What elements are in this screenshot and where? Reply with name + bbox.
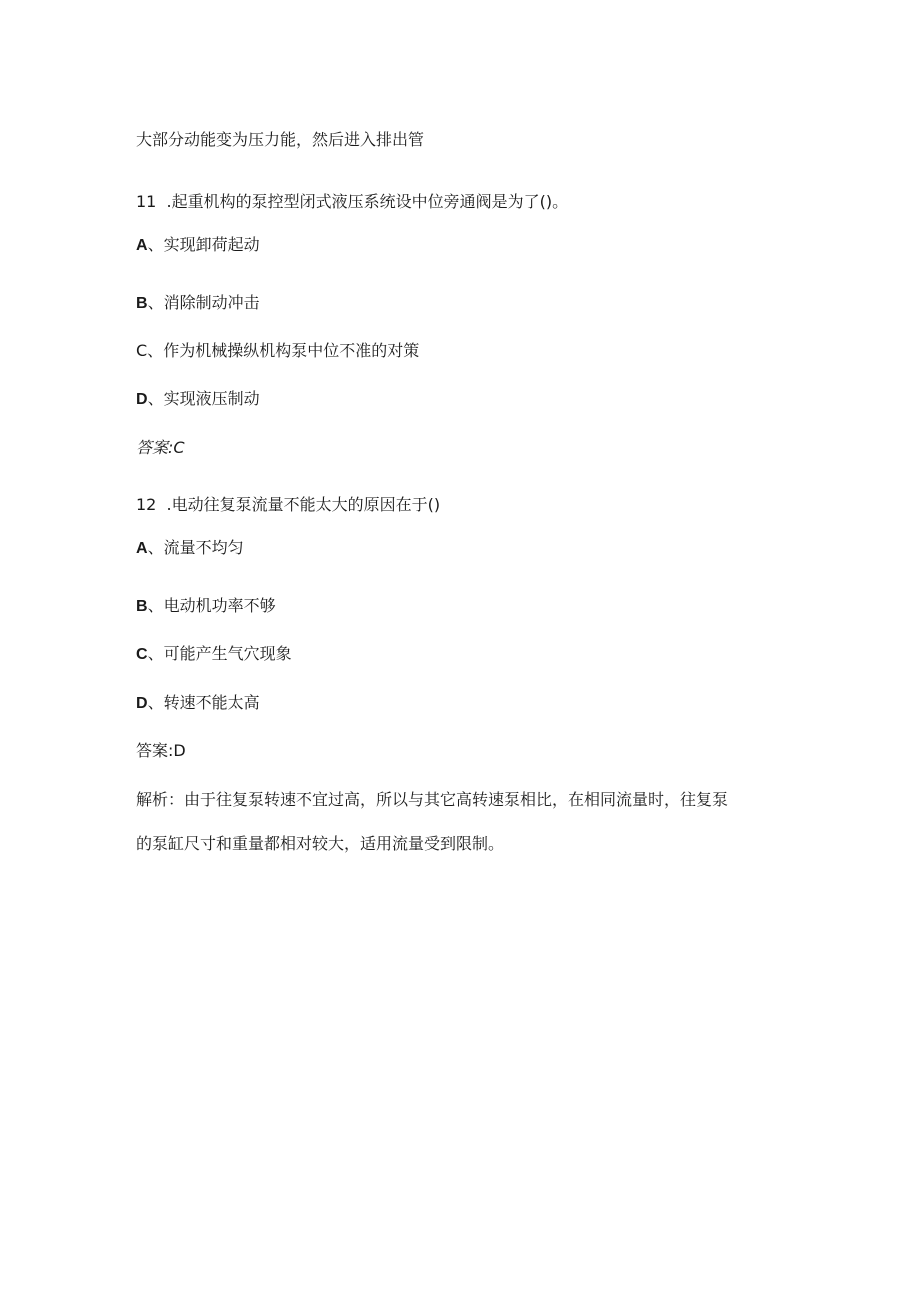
question-11-answer: 答案:C [136,438,185,457]
option-letter: B [136,295,148,312]
question-11-option-b [136,293,260,314]
option-separator: 、 [147,596,164,615]
option-text: 电动机功率不够 [163,596,276,615]
option-letter: B [136,598,148,615]
option-separator: 、 [147,341,164,360]
option-separator: 、 [147,389,164,408]
question-11-option-d [136,389,260,410]
option-text: 转速不能太高 [163,693,260,712]
option-letter: D [136,391,148,408]
question-number: 11 [136,192,157,211]
question-text: .电动往复泵流量不能太大的原因在于() [166,495,441,514]
question-11-option-a [136,235,260,256]
question-12-answer: 答案:D [136,741,186,760]
option-text: 流量不均匀 [163,538,244,557]
option-separator: 、 [147,644,164,663]
question-12-option-b [136,596,276,617]
option-text: 消除制动冲击 [163,293,260,312]
question-12-option-d [136,693,260,714]
question-12-stem [136,495,440,515]
question-text: .起重机构的泵控型闭式液压系统设中位旁通阀是为了()。 [166,192,569,211]
question-11-stem [136,192,568,212]
question-11-option-c [136,341,419,361]
question-12-analysis-line-1: 解析：由于往复泵转速不宜过高，所以与其它高转速泵相比，在相同流量时，往复泵 [136,790,729,809]
question-12-analysis-line-2: 的泵缸尺寸和重量都相对较大，适用流量受到限制。 [136,834,505,853]
option-separator: 、 [147,293,164,312]
option-letter: C [136,341,148,360]
option-letter: A [136,237,148,254]
option-text: 作为机械操纵机构泵中位不准的对策 [163,341,420,360]
option-letter: A [136,540,148,557]
question-12-option-c [136,644,292,665]
option-text: 实现卸荷起动 [163,235,260,254]
option-letter: C [136,646,148,663]
option-text: 实现液压制动 [163,389,260,408]
question-number: 12 [136,495,157,514]
option-text: 可能产生气穴现象 [163,644,292,663]
continuation-text: 大部分动能变为压力能，然后进入排出管 [136,130,425,149]
question-12-option-a [136,538,244,559]
option-separator: 、 [147,693,164,712]
option-separator: 、 [147,538,164,557]
option-letter: D [136,695,148,712]
option-separator: 、 [147,235,164,254]
